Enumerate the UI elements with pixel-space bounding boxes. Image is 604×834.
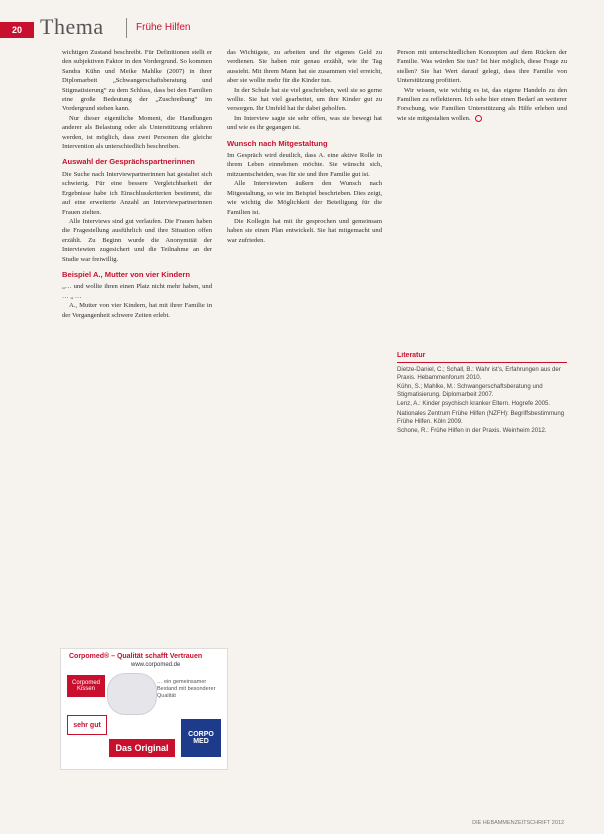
brand-logo: CORPO MED <box>181 719 221 757</box>
paragraph-text: Wir wissen, wie wichtig es ist, das eigene Handeln zu den Familien zu reflektieren. Ich sehe hier einen Bedarf an weiterer Forschung, wie Familien Unterstützung als Hilfe erleben und wie sie mitgestalten wollen. <box>397 86 567 122</box>
paragraph: Im Interview sagte sie sehr offen, was sie bewegt hat und wie es ihr gegangen ist. <box>227 114 382 132</box>
text-column-3 <box>397 48 567 338</box>
paragraph: „… und wollte ihren einen Platz nicht mehr haben, und … „ … <box>62 283 212 300</box>
ad-headline: Corpomed® – Qualität schafft Vertrauen <box>69 653 203 660</box>
paragraph: Alle Interviews sind gut verlaufen. Die Frauen haben die Fragestellung ausführlich und ihre Situation offen erzählt. Zu Beginn wurde die Anonymität der Interviewten zugesichert und die Teilnahme an der Studie war freiwillig. <box>62 217 212 263</box>
subheading: Beispiel A., Mutter von vier Kindern <box>62 269 190 279</box>
subsection-title: Frühe Hilfen <box>136 22 191 33</box>
test-seal: sehr gut <box>67 715 107 735</box>
original-badge: Das Original <box>109 739 175 757</box>
literature-entry: Dietze-Daniel, C.; Schall, B.: Wahr ist's, Erfahrungen aus der Praxis. Hebammenforum 2010. <box>397 366 561 382</box>
page-footer: DIE HEBAMMENZEITSCHRIFT 2012 <box>472 820 564 826</box>
literature-entry: Lenz, A.: Kinder psychisch kranker Eltern. Hogrefe 2005. <box>397 400 551 408</box>
paragraph: Alle Interviewten äußern den Wunsch nach Mitgestaltung, so wie im Beispiel beschrieben. Dies zeigt, wie wichtig die Möglichkeit der Beteiligung für die Familien ist. <box>227 180 382 216</box>
subheading: Wunsch nach Mitgestaltung <box>227 138 328 148</box>
literature-box <box>397 352 567 612</box>
ad-tagline: … ein gemeinsamer Bestand mit besonderer Qualität <box>157 679 216 699</box>
page-number: 20 <box>0 22 34 38</box>
ad-url[interactable]: www.corpomed.de <box>131 662 181 668</box>
header-divider <box>126 18 127 38</box>
paragraph: Nur dieser eigentliche Moment, die Handlungen anderer als Belastung oder als Unterstützung erfahren werden, ist möglich, dass zwei Personen die gleiche Intervention als unterschiedlich beschreiben. <box>62 114 212 151</box>
ad-product-label: Corpomed Kissen <box>67 675 105 697</box>
section-title: Thema <box>40 14 104 39</box>
literature-entry: Nationales Zentrum Frühe Hilfen (NZFH): Begriffsbestimmung Frühe Hilfen. Köln 2009. <box>397 409 565 425</box>
pillow-image <box>107 673 157 715</box>
paragraph: das Wichtigste, zu arbeiten und ihr eigenes Geld zu verdienen. Sie haben mir genau erzählt, wie ihr Tag aussieht. Mit ihrem Mann hat sie zusammen viel erreicht, aber sie wollte mehr für die Kinder tun. <box>227 49 382 85</box>
paragraph: wichtigen Zustand beschreibt. Für Definitionen stellt er den subjektiven Faktor in den Vordergrund. So kommen Sandra Kühn und Meike Mahlke (2007) in ihrer Diplomarbeit „Schwangerschaftsberatung und Stigmatisierung“ zu dem Schluss, dass bei den Familien eine große Bedeutung der „Zuschreibung“ im Vordergrund stehen kann. <box>62 49 212 113</box>
literature-entry: Kühn, S.; Mahlke, M.: Schwangerschaftsberatung und Stigmatisierung. Diplomarbeit 2007. <box>397 383 543 399</box>
subheading: Auswahl der Gesprächspartnerinnen <box>62 157 195 167</box>
literature-entry: Schone, R.: Frühe Hilfen in der Praxis. Weinheim 2012. <box>397 426 547 434</box>
paragraph: Im Gespräch wird deutlich, dass A. eine aktive Rolle in ihrem Leben einnehmen möchte. Sie wünscht sich, mitzuentscheiden, was für sie und ihre Familie gut ist. <box>227 152 382 178</box>
paragraph: Person mit unterschiedlichen Konzepten auf dem Rücken der Familie. Was würden Sie tun? Ist hier möglich, diese Frage zu stellen? Sie hat Wert darauf gelegt, dass ihre Familie von Unterstützung profitiert. <box>397 49 567 85</box>
literature-rule <box>397 362 567 363</box>
literature-title: Literatur <box>397 352 426 359</box>
end-mark-icon <box>475 115 482 122</box>
paragraph <box>397 86 567 124</box>
paragraph: A., Mutter von vier Kindern, hat mit ihrer Familie in der Vergangenheit schwere Zeiten erlebt. <box>62 302 212 319</box>
paragraph: Die Kollegin hat mit ihr gesprochen und gemeinsam haben sie einen Plan entwickelt. Sie hat mitgemacht und war zufrieden. <box>227 217 382 244</box>
paragraph: Die Suche nach Interviewpartnerinnen hat gestaltet sich schwierig. Für eine bessere Vergleichbarkeit der Ergebnisse habe ich Einschlusskriterien bestimmt, die auf eine erweiterte Anzahl an Interviewpartnerinnen Frauen zielten. <box>62 170 212 216</box>
paragraph: In der Schule hat sie viel geschrieben, weil sie so gerne wollte. Sie hat viel gearbeitet, um ihre Kinder gut zu versorgen. Ihr Umfeld hat ihr dabei geholfen. <box>227 86 382 113</box>
text-column-2 <box>227 48 382 828</box>
advertisement[interactable] <box>60 648 228 770</box>
text-column-1 <box>62 48 212 638</box>
